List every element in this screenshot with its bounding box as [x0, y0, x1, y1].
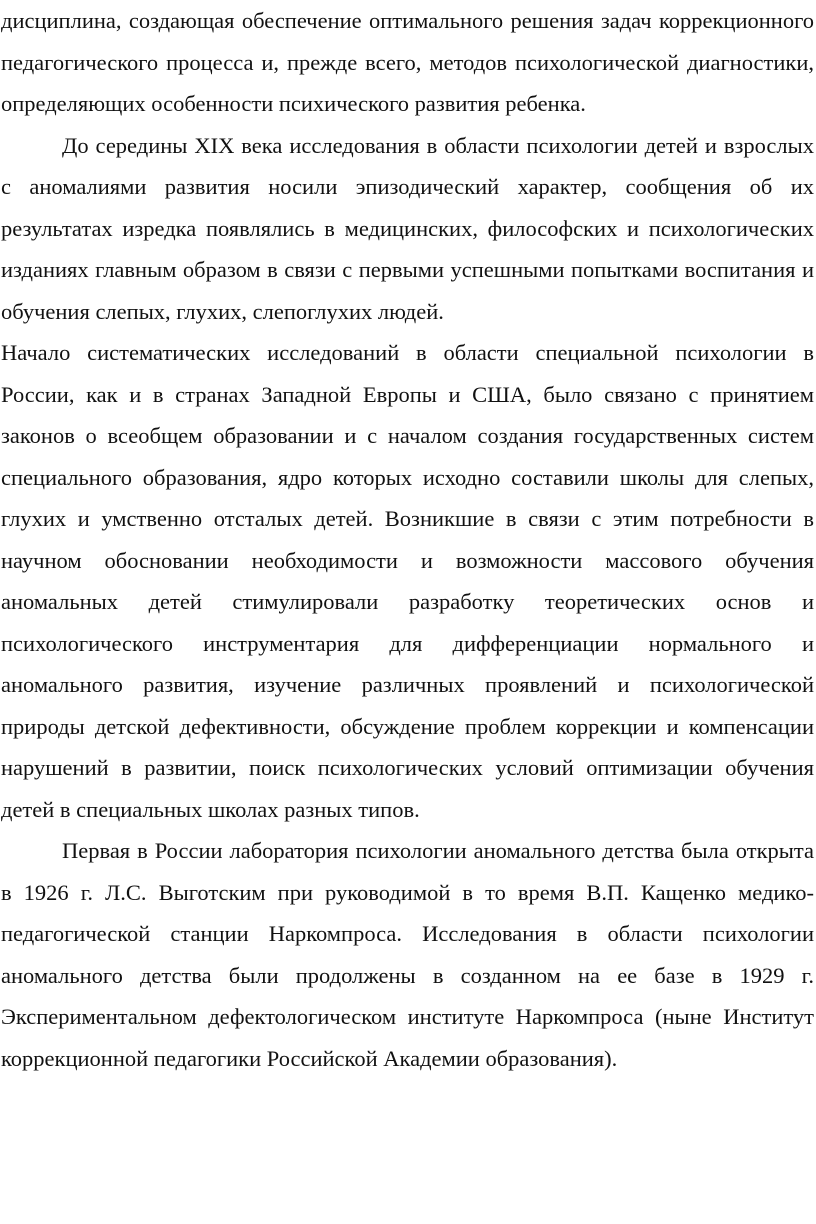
paragraph-first-laboratory: Первая в России лаборатория психологии аномального детства была открыта в 1926 г. Л.С. Выготским при руководимой в то время В.П. Кащенко медико-педагогической станции Наркомпроса. Исследования в области психологии аномального детства были продолжены в созданном на ее базе в 1929 г. Экспериментальном дефектологическом институте Наркомпроса (ныне Институт коррекционной педагогики Российской Академии образования).	[1, 838, 814, 1071]
document-page	[1, 0, 814, 1079]
paragraph-systematic-research: Начало систематических исследований в области специальной психологии в России, как и в странах Западной Европы и США, было связано с принятием законов о всеобщем образовании и с началом создания государственных систем специального образования, ядро которых исходно составили школы для слепых, глухих и умственно отсталых детей. Возникшие в связи с этим потребности в научном обосновании необходимости и возможности массового обучения аномальных детей стимулировали разработку теоретических основ и психологического инструментария для дифференциации нормального и аномального развития, изучение различных проявлений и психологической природы детской дефективности, обсуждение проблем коррекции и компенсации нарушений в развитии, поиск психологических условий оптимизации обучения детей в специальных школах разных типов.	[1, 340, 814, 822]
paragraph-history: До середины XIX века исследования в области психологии детей и взрослых с аномалиями развития носили эпизодический характер, сообщения об их результатах изредка появлялись в медицинских, философских и психологических изданиях главным образом в связи с первыми успешными попытками воспитания и обучения слепых, глухих, слепоглухих людей.	[1, 132, 814, 324]
paragraph-continuation: дисциплина, создающая обеспечение оптимального решения задач коррекционного педагогического процесса и, прежде всего, методов психологической диагностики, определяющих особенности психического развития ребенка.	[1, 8, 814, 116]
